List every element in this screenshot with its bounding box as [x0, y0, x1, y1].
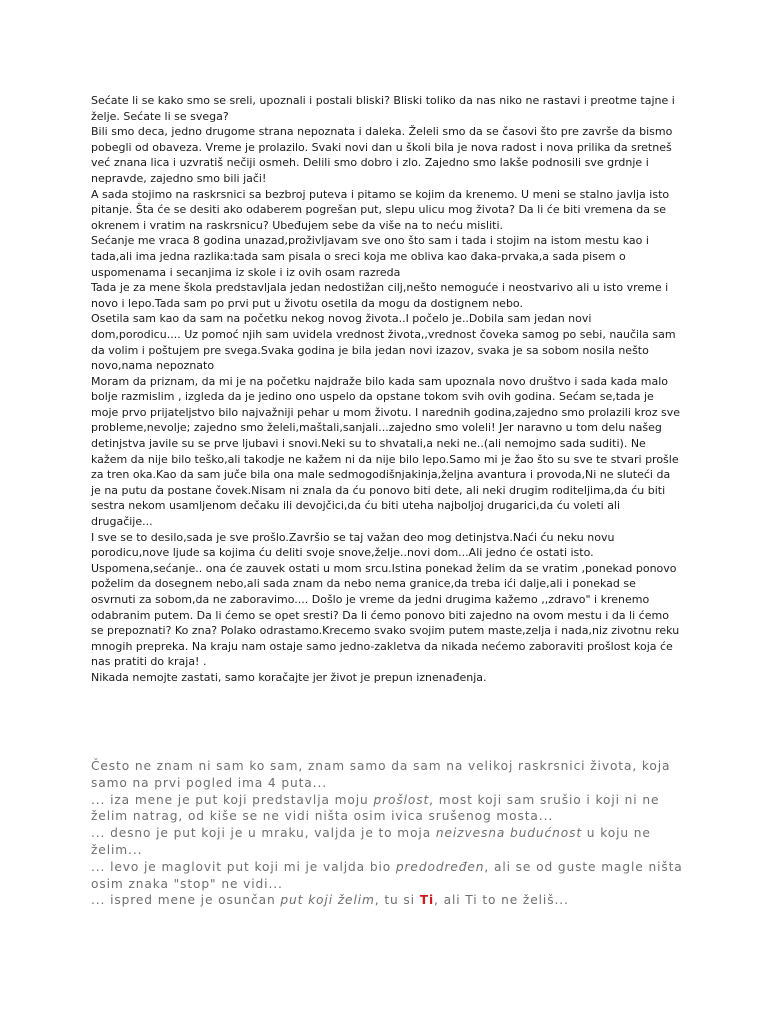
poem-line-2-emphasis: prošlost [373, 792, 430, 807]
article-body: Sećate li se kako smo se sreli, upoznali i postali bliski? Bliski toliko da nas niko ne rastavi i preotme tajne i želje. Sećate li se svega? Bili smo deca, jedno drugome strana nepoznata i daleka. Želeli smo da se časovi što pre završe da bismo pobegli od obaveza. Vreme je prolazilo. Svaki novi dan u školi bila je nova radost i nova prilika da sretneš već znana lica i uzvratiš nečiji osmeh. Delili smo dobro i zlo. Zajedno smo lakše podnosili sve grdnje i nepravde, zajedno smo bili jači! A sada stojimo na raskrsnici sa bezbroj puteva i pitamo se kojim da krenemo. U meni se stalno javlja isto pitanje. Šta će se desiti ako odaberem pogrešan put, slepu ulicu mog života? Da li će biti vremena da se okrenem i vratim na raskrsnicu? Ubeđujem sebe da više na to neću misliti. Sećanje me vraca 8 godina unazad,proživljavam sve ono što sam i tada i stojim na istom mestu kao i tada,ali ima jedna razlika:tada sam pisala o sreci koja me obliva kao đaka-prvaka,a sada pisem o uspomenama i secanjima iz skole i iz ovih osam razreda Tada je za mene škola predstavljala jedan nedostižan cilj,nešto nemoguće i neostvarivo ali u isto vreme i novo i lepo.Tada sam po prvi put u životu osetila da mogu da dostignem nebo. Osetila sam kao da sam na početku nekog novog života..I počelo je..Dobila sam jedan novi dom,porodicu.... Uz pomoć njih sam uvidela vrednost života,,vrednost čoveka samog po sebi, naučila sam da volim i poštujem pre svega.Svaka godina je bila jedan novi izazov, svaka je sa sobom nosila nešto novo,nama nepoznato Moram da priznam, da mi je na početku najdraže bilo kada sam upoznala novo društvo i sada kada malo bolje razmislim , izgleda da je jedino ono uspelo da opstane tokom svih ovih godina. Sećam se,tada je moje prvo prijateljstvo bilo najvažniji pehar u mom životu. I narednih godina,zajedno smo prolazili kroz sve probleme,nevolje; zajedno smo želeli,maštali,sanjali...zajedno smo voleli! Jer naravno u tom delu našeg detinjstva javile su se prve ljubavi i snovi.Neki su to shvatali,a neki ne..(ali nemojmo sada suditi). Ne kažem da nije bilo teško,ali takodje ne kažem ni da nije bilo lepo.Samo mi je žao što su sve te stvari prošle za tren oka.Kao da sam juče bila ona male sedmogodišnjakinja,željna avantura i provoda,Ni ne sluteći da je na putu da postane čovek.Nisam ni znala da ću ponovo biti dete, ali neki drugim roditeljima,da ću biti sestra nekom usamljenom dečaku ili devojčici,da ću biti uteha najboljoj drugarici,da ću voleti ali drugačije... I sve se to desilo,sada je sve prošlo.Završio se taj važan deo mog detinjstva.Naći ću neku novu porodicu,nove ljude sa kojima ću deliti svoje snove,želje..novi dom...Ali jedno će ostati isto. Uspomena,sećanje.. ona će zauvek ostati u mom srcu.Istina ponekad želim da se vratim ,ponekad ponovo poželim da dosegnem nebo,ali sada znam da nebo nema granice,da treba ići dalje,ali i ponekad se osvrnuti za sobom,da ne zaboravimo.... Došlo je vreme da jedni drugima kažemo ,,zdravo" i krenemo odabranim putem. Da li ćemo se opet sresti? Da li ćemo ponovo biti zajedno na ovom mestu i da li ćemo se prepoznati? Ko zna? Polako odrastamo.Krecemo svako svojim putem maste,zelja i nada,niz zivotnu reku mnogih prepreka. Na kraju nam ostaje samo jedno-zakletva da nikada nećemo zaboraviti prošlost koja će nas pratiti do kraja! . Nikada nemojte zastati, samo koračajte jer život je prepun iznenađenja. [91, 94, 681, 684]
poem-highlight-ti: Ti [419, 893, 435, 908]
poem-line-5-mid: , tu si [374, 893, 420, 908]
poem-line-2-rest: , most koji sam srušio i koji ni ne želim natrag, od kiše se ne vidi ništa osim ivica srušenog mosta... [91, 792, 660, 824]
poem-line-4-emphasis: predodređen [395, 859, 485, 874]
poem-line-5-emphasis: put koji želim [280, 893, 375, 908]
poem-line-5-rest: , ali Ti to ne želiš... [434, 893, 569, 908]
poem-line-3-emphasis: neizvesna budućnost [435, 826, 583, 841]
poem-line-2-text: ... iza mene je put koji predstavlja moju [91, 792, 374, 807]
poem-line-5-text: ... ispred mene je osunčan [91, 893, 281, 908]
poem-line-2 [91, 792, 691, 826]
poem-line-4-text: ... levo je maglovit put koji mi je valjda bio [91, 859, 396, 874]
poem-line-3-text: ... desno je put koji je u mraku, valjda je to moja [91, 826, 436, 841]
poem-line-4 [91, 859, 691, 893]
poem-line-3 [91, 825, 691, 859]
poem-line-3-rest: u koju ne želim... [91, 826, 651, 857]
poem-line-4-rest: , ali se od guste magle ništa osim znaka "stop" ne vidi... [91, 859, 683, 891]
poem-line-1: Često ne znam ni sam ko sam, znam samo da sam na velikoj raskrsnici života, koja samo na prvi pogled ima 4 puta... [91, 759, 671, 790]
poem-line-5 [91, 892, 691, 909]
poem-block [91, 758, 691, 909]
